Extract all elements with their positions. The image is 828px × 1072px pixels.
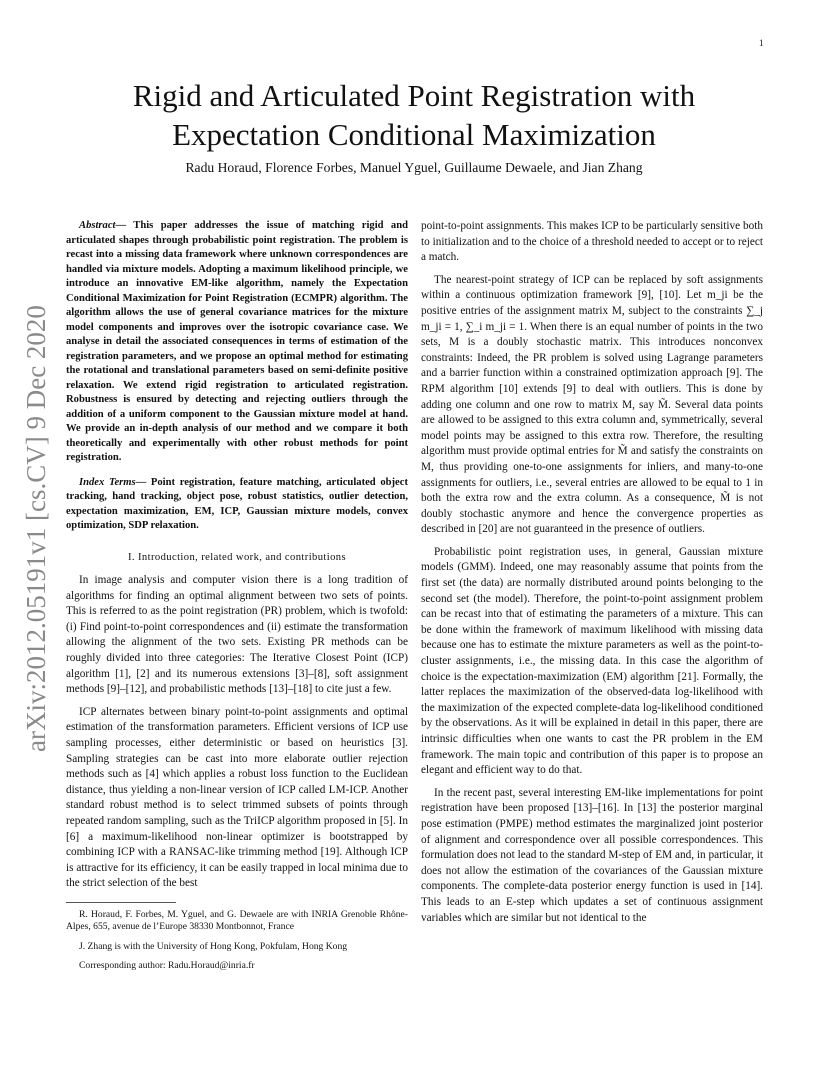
section-heading: I. Introduction, related work, and contributions: [127, 551, 347, 563]
index-terms-text: — Point registration, feature matching, articulated object tracking, hand tracking, object pose, robust statistics, outlier detection, expectation maximization, EM, ICP, Gaussian mixture models, convex optimization, SDP relaxation.: [66, 476, 408, 531]
paper-title: Rigid and Articulated Point Registration with Expectation Conditional Maximization: [132, 78, 696, 152]
abstract-label: Abstract: [79, 220, 116, 231]
footnote: R. Horaud, F. Forbes, M. Yguel, and G. Dewaele are with INRIA Grenoble Rhône-Alpes, 655, avenue de l’Europe 38330 Montbonnot, France: [66, 908, 408, 933]
body-paragraph: ICP alternates between binary point-to-point assignments and optimal estimation of the transformation parameters. Efficient versions of ICP use sampling processes, either deterministic or based on heuristics [3]. Sampling strategies can be cast into more elaborate outlier rejection methods such as [4] which applies a robust loss function to the Euclidean distance, thus yielding a non-linear version of ICP called LM-ICP. Another standard robust method is to select trimmed subsets of points through repeated random sampling, such as the TriICP algorithm proposed in [5]. In [6] a maximum-likelihood non-linear optimizer is bootstrapped by combining ICP with a RANSAC-like trimming method [19]. Although ICP is attractive for its efficiency, it can be easily trapped in local minima due to the strict selection of the best: [66, 705, 408, 890]
page-number: 1: [759, 38, 764, 48]
footnote: J. Zhang is with the University of Hong Kong, Pokfulam, Hong Kong: [79, 940, 348, 952]
body-paragraph: In image analysis and computer vision there is a long tradition of algorithms for finding an optimal alignment between two sets of points. This is referred to as the point registration (PR) problem, which is twofold: (i) Find point-to-point correspondences and (ii) estimate the transformation allowing the alignment of the two sets. Existing PR methods can be roughly divided into three categories: The Iterative Closest Point (ICP) algorithm [1], [2] and its numerous extensions [3]–[8], soft assignment methods [9]–[12], and probabilistic methods [13]–[18] to cite just a few.: [66, 574, 408, 696]
body-paragraph: point-to-point assignments. This makes ICP to be particularly sensitive both to initialization and to the choice of a threshold needed to accept or to reject a match.: [421, 220, 763, 264]
right-column: [421, 219, 763, 933]
abstract-text: — This paper addresses the issue of matching rigid and articulated shapes through probabilistic point registration. The problem is recast into a missing data framework where unknown correspondences are handled via mixture models. Adopting a maximum likelihood principle, we introduce an innovative EM-like algorithm, namely the Expectation Conditional Maximization for Point Registration (ECMPR) algorithm. The algorithm allows the use of general covariance matrices for the mixture model components and improves over the isotropic covariance case. We analyse in detail the associated consequences in terms of estimation of the registration parameters, and we propose an optimal method for estimating the rotational and translational parameters based on semi-definite positive relaxation. We extend rigid registration to articulated registration. Robustness is ensured by detecting and rejecting outliers through the addition of a uniform component to the Gaussian mixture model at hand. We provide an in-depth analysis of our method and we compare it both theoretically and experimentally with other robust methods for point registration.: [66, 220, 408, 463]
body-paragraph: The nearest-point strategy of ICP can be replaced by soft assignments within a continuous optimization framework [9], [10]. Let m_ji be the positive entries of the assignment matrix M, subject to the constraints ∑_j m_ji = 1, ∑_i m_ji = 1. When there is an equal number of points in the two sets, M is a doubly stochastic matrix. This introduces nonconvex constraints: Indeed, the PR problem is solved using Lagrange parameters and a barrier function within a constrained optimization approach [9]. The RPM algorithm [10] extends [9] to deal with outliers. This is done by adding one column and one row to matrix M, say M̃. Several data points are allowed to be assigned to this extra column and, symmetrically, several model points may be assigned to this extra row. Therefore, the resulting algorithm must provide optimal entries for M̃ and satisfy the constraints on M, thus providing one-to-one assignments for inliers, and many-to-one assignments for outliers, i.e., several entries are allowed to be equal to 1 in both the extra row and the extra column. As a consequence, M̃ is not doubly stochastic anymore and hence the convergence properties as described in [20] are not guaranteed in the presence of outliers.: [421, 273, 763, 536]
index-terms-label: Index Terms: [79, 476, 136, 488]
arxiv-stamp: arXiv:2012.05191v1 [cs.CV] 9 Dec 2020: [21, 305, 51, 752]
body-paragraph: In the recent past, several interesting EM-like implementations for point registration have been proposed [13]–[16]. In [13] the posterior marginal pose estimation (PMPE) method estimates the marginalized joint posterior of alignment and correspondence over all possible correspondences. This formulation does not lead to the standard M-step of EM and, in particular, it does not allow the estimation of the covariances of the Gaussian mixture components. The complete-data posterior energy function is used in [14]. This leads to an E-step which updates a set of continuous assignment variables which are similar but not identical to the: [421, 786, 763, 924]
footnote-rule: [66, 902, 176, 903]
left-column: [66, 219, 408, 980]
body-paragraph: Probabilistic point registration uses, in general, Gaussian mixture models (GMM). Indeed, one may reasonably assume that points from the first set (the data) are normally distributed around points belonging to the second set (the model). Therefore, the point-to-point assignment problem can be recast into that of estimating the parameters of a mixture. This can be done within the framework of maximum likelihood with missing data because one has to estimate the mixture parameters as well as the point-to-cluster assignments, i.e., the missing data. In this case the algorithm of choice is the expectation-maximization (EM) algorithm [21]. Formally, the latter replaces the maximization of the observed-data log-likelihood with the maximization of the expected complete-data log-likelihood conditioned by the observations. As it will be explained in detail in this paper, there are intrinsic difficulties when one wants to cast the PR problem in the EM framework. The main topic and contribution of this paper is to propose an elegant and efficient way to do that.: [421, 545, 763, 777]
abstract: [66, 219, 408, 466]
footnote: Corresponding author: Radu.Horaud@inria.fr: [79, 960, 255, 972]
author-list: Radu Horaud, Florence Forbes, Manuel Yguel, Guillaume Dewaele, and Jian Zhang: [185, 160, 643, 175]
index-terms: [66, 476, 408, 534]
